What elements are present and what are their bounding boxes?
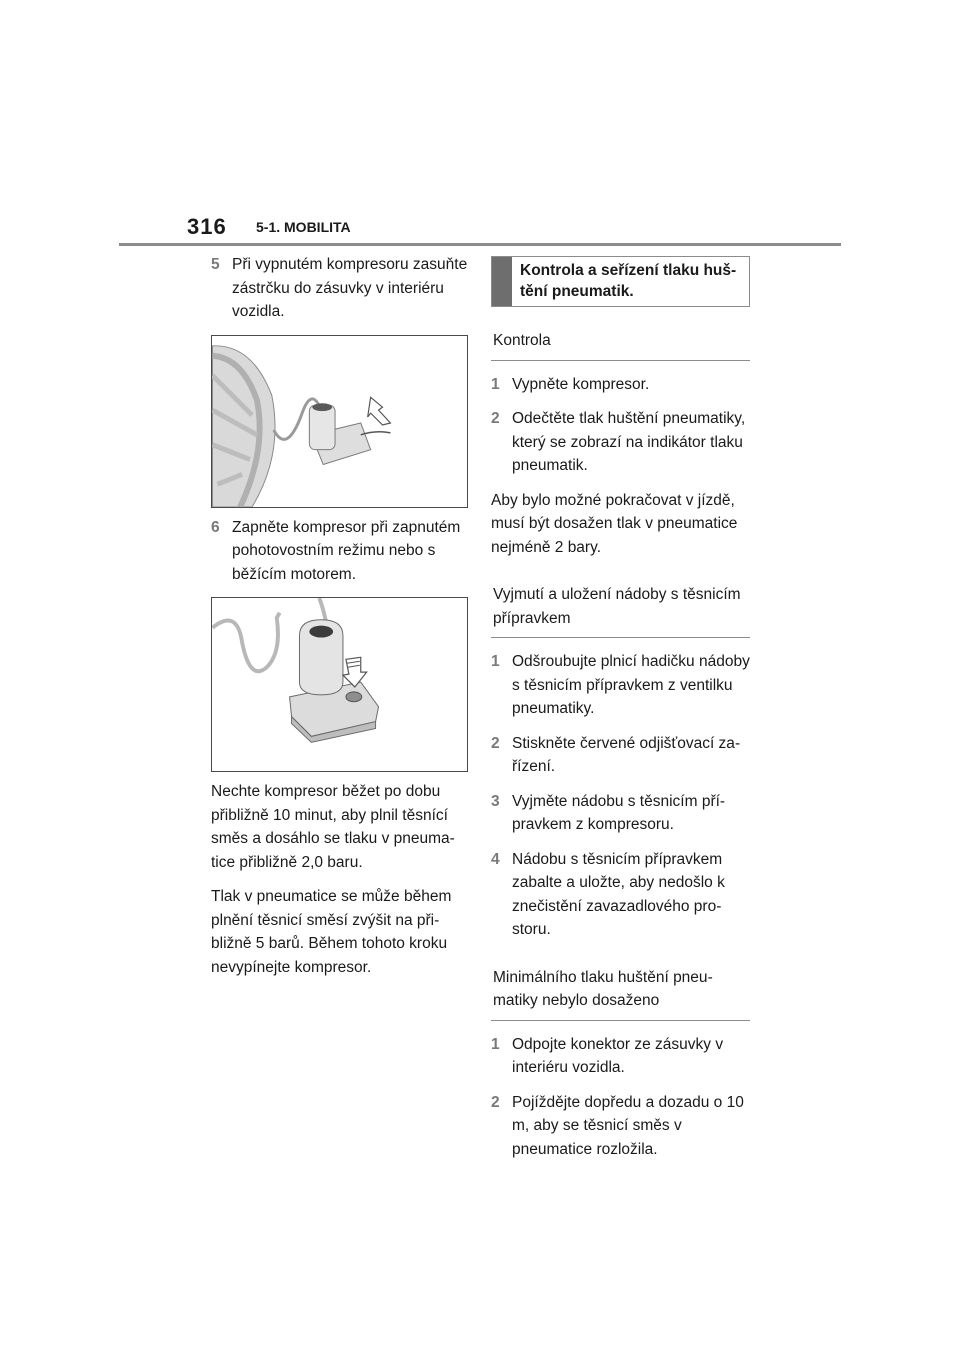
step-1	[491, 650, 750, 721]
step-number: 5	[211, 256, 220, 273]
paragraph-minimum-pressure: Aby bylo možné pokračovat v jízdě, musí být dosažen tlak v pneumatice nejméně 2 bary.	[491, 491, 738, 556]
heading-accent-bar	[492, 257, 512, 306]
step-1	[491, 1033, 750, 1080]
step-text: Nádobu s těsnicím přípravkem zabalte a uložte, aby nedošlo k znečistění zavazadlového prostoru.	[512, 850, 725, 938]
step-text: Při vypnutém kompresoru zasuňte zástrčku do zásuvky v interiéru vozidla.	[232, 256, 468, 320]
step-number: 2	[491, 1093, 500, 1111]
step-text: Zapněte kompresor při zapnutém pohotovostním režimu nebo s běžícím motorem.	[232, 518, 461, 583]
left-column	[211, 253, 468, 990]
step-text: Stiskněte červené odjišťovací zařízení.	[512, 734, 741, 775]
step-text: Vypněte kompresor.	[512, 375, 650, 393]
step-3	[491, 790, 750, 837]
step-number: 2	[491, 734, 500, 752]
step-number: 3	[491, 792, 500, 810]
step-5	[211, 253, 468, 324]
step-number: 2	[491, 410, 500, 427]
subheading-kontrola: Kontrola	[491, 325, 750, 361]
step-number: 1	[491, 1035, 500, 1053]
right-column	[491, 256, 750, 1172]
compressor-illustration	[212, 598, 467, 771]
subheading-remove-container: Vyjmutí a uložení nádoby s těsnicím přípravkem	[491, 579, 750, 638]
step-number: 4	[491, 850, 500, 868]
tire-compressor-illustration	[212, 336, 467, 507]
step-number: 6	[211, 518, 220, 536]
header-rule	[119, 243, 841, 246]
step-text: Odečtěte tlak huštění pneumatiky, který se zobrazí na indikátor tlaku pneumatik.	[512, 410, 746, 474]
section-heading-box	[491, 256, 750, 307]
illustration-plug-connection	[211, 335, 468, 508]
step-text: Pojíždějte dopředu a dozadu o 10 m, aby se těsnicí směs v pneumatice rozložila.	[512, 1093, 744, 1158]
step-text: Odpojte konektor ze zásuvky v interiéru vozidla.	[512, 1035, 724, 1076]
paragraph-pressure-warning: Tlak v pneumatice se může během plnění těsnicí směsí zvýšit na přibližně 5 barů. Během tohoto kroku nevypínejte kompresor.	[211, 888, 452, 976]
step-2	[491, 1091, 750, 1162]
section-heading: Kontrola a seřízení tlaku huštění pneumatik.	[520, 262, 737, 300]
step-number: 1	[491, 375, 500, 393]
subheading-pressure-not-reached: Minimálního tlaku huštění pneumatiky nebylo dosaženo	[491, 962, 750, 1021]
illustration-compressor-on	[211, 597, 468, 772]
step-6	[211, 516, 468, 587]
step-number: 1	[491, 653, 500, 670]
step-1	[491, 373, 750, 397]
step-4	[491, 848, 750, 942]
paragraph-compressor-duration: Nechte kompresor běžet po dobu přibližně 10 minut, aby plnil těsnící směs a dosáhlo se tlaku v pneumatice přibližně 2,0 baru.	[211, 783, 455, 871]
section-title: 5-1. MOBILITA	[256, 219, 351, 235]
step-text: Vyjměte nádobu s těsnicím přípravkem z kompresoru.	[512, 792, 726, 833]
step-2	[491, 407, 750, 478]
step-2	[491, 732, 750, 779]
step-text: Odšroubujte plnicí hadičku nádoby s těsnicím přípravkem z ventilku pneumatiky.	[512, 653, 750, 717]
page-number: 316	[187, 214, 227, 239]
